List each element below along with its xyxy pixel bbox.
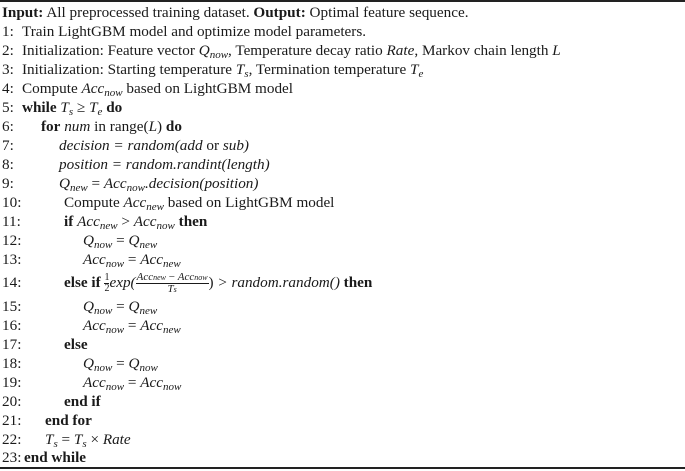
- math-sub: now: [93, 362, 113, 374]
- keyword: else: [64, 336, 88, 353]
- math-func: exp(: [109, 274, 136, 291]
- math-var: T: [235, 61, 245, 78]
- math-var: Acc: [83, 317, 106, 334]
- math-sub: s: [244, 68, 249, 80]
- math-sub: s: [68, 106, 74, 118]
- line-number: 18:: [2, 355, 22, 372]
- math-sub: new: [99, 220, 118, 232]
- math-op: =: [112, 298, 129, 315]
- math-var: Acc: [123, 194, 147, 211]
- math-sub: new: [139, 239, 158, 251]
- math-sub: now: [139, 362, 158, 374]
- math-var: Acc: [177, 271, 195, 284]
- keyword: end if: [64, 393, 101, 410]
- math-sub: now: [93, 305, 113, 317]
- algo-line-14: [2, 269, 372, 297]
- math-var: Q: [83, 355, 94, 372]
- line-number: 20:: [2, 393, 22, 410]
- math-op: =: [112, 232, 129, 249]
- math-sub: now: [93, 239, 113, 251]
- line-number: 9:: [2, 175, 14, 192]
- text: , Markov chain length: [414, 42, 553, 59]
- math-sub: now: [194, 273, 208, 283]
- algo-line-7: [2, 136, 249, 155]
- text: based on LightGBM model: [163, 194, 335, 211]
- math-var: L: [552, 42, 561, 59]
- math-op: =: [124, 374, 141, 391]
- text: ): [157, 118, 163, 135]
- math-var: Acc: [140, 251, 164, 268]
- math-op: ×: [86, 431, 103, 448]
- math-var: Acc: [103, 175, 127, 192]
- keyword: do: [106, 99, 123, 116]
- keyword: then: [178, 213, 208, 230]
- math-var: Q: [128, 232, 140, 249]
- bottom-rule: [0, 467, 685, 469]
- math-op: =: [112, 355, 129, 372]
- math-var: Q: [83, 232, 94, 249]
- math-var: num: [64, 118, 91, 135]
- math-sub: new: [163, 258, 181, 270]
- denominator: [136, 284, 209, 295]
- text: Initialization:: [22, 42, 108, 59]
- math-expr: position = random.randint(length): [59, 156, 270, 173]
- math-op: >: [117, 213, 134, 230]
- math-op: =: [87, 175, 104, 192]
- math-var: Q: [128, 298, 140, 315]
- math-expr: decision = random(add: [59, 137, 207, 154]
- text: Compute: [22, 80, 82, 97]
- keyword: end for: [45, 412, 92, 429]
- line-number: 23:: [2, 449, 22, 466]
- algo-line-21: [2, 411, 92, 430]
- math-sub: new: [69, 182, 88, 194]
- keyword: do: [165, 118, 182, 135]
- text: Initialization:: [22, 61, 108, 78]
- output-label: Output:: [253, 4, 306, 21]
- keyword: then: [343, 274, 373, 291]
- math-var: L: [148, 118, 158, 135]
- math-var: T: [45, 431, 54, 448]
- math-sub: now: [105, 324, 125, 336]
- math-var: T: [60, 99, 69, 116]
- input-label: Input:: [2, 4, 44, 21]
- keyword: if: [64, 213, 74, 230]
- math-sub: new: [153, 273, 166, 283]
- algo-line-6: [2, 117, 182, 136]
- text: based on LightGBM model: [122, 80, 294, 97]
- math-op: =: [124, 317, 141, 334]
- line-number: 22:: [2, 431, 22, 448]
- text: Feature vector: [107, 42, 199, 59]
- math-var: Q: [59, 175, 70, 192]
- input-text: All preprocessed training dataset.: [46, 4, 250, 21]
- algo-line-17: [2, 335, 88, 354]
- text: Starting temperature: [107, 61, 236, 78]
- line-number: 5:: [2, 99, 14, 116]
- line-number: 8:: [2, 156, 14, 173]
- line-number: 15:: [2, 298, 22, 315]
- text: , Termination temperature: [248, 61, 411, 78]
- text: in range(: [90, 118, 149, 135]
- algo-line-8: [2, 155, 270, 174]
- denominator: 2: [104, 283, 110, 295]
- line-text: Train LightGBM model and optimize model parameters.: [22, 23, 367, 40]
- line-number: 11:: [2, 213, 21, 230]
- math-expr: > random.random(): [213, 274, 344, 291]
- line-number: 6:: [2, 118, 14, 135]
- line-number: 7:: [2, 137, 14, 154]
- math-var: Acc: [83, 251, 106, 268]
- line-number: 3:: [2, 61, 14, 78]
- line-number: 17:: [2, 336, 22, 353]
- math-sub: new: [146, 201, 164, 213]
- line-number: 4:: [2, 80, 14, 97]
- top-rule: [0, 0, 685, 2]
- math-var: Acc: [83, 374, 106, 391]
- math-var: Acc: [140, 374, 164, 391]
- math-var: T: [410, 61, 419, 78]
- keyword: end while: [24, 449, 87, 466]
- math-var: T: [89, 99, 98, 116]
- line-number: 14:: [2, 274, 22, 291]
- line-number: 12:: [2, 232, 22, 249]
- line-number: 13:: [2, 251, 22, 268]
- algo-line-23: [2, 449, 86, 466]
- math-var: Acc: [77, 213, 100, 230]
- text: or: [206, 137, 220, 154]
- math-var: Acc: [140, 317, 164, 334]
- math-expr: sub): [219, 137, 249, 154]
- math-sub: e: [418, 68, 424, 80]
- math-sub: new: [163, 324, 181, 336]
- keyword: while: [22, 99, 57, 116]
- math-sub: s: [53, 438, 58, 450]
- math-sub: now: [105, 381, 125, 393]
- math-op: =: [124, 251, 141, 268]
- text: Compute: [64, 194, 124, 211]
- math-var: Acc: [81, 80, 105, 97]
- math-var: Acc: [133, 213, 157, 230]
- math-op: ≥: [73, 99, 90, 116]
- math-var: Q: [128, 355, 140, 372]
- math-sub: now: [156, 220, 175, 232]
- math-sub: new: [139, 305, 158, 317]
- algo-line-20: [2, 392, 101, 411]
- line-number: 1:: [2, 23, 14, 40]
- output-text: Optimal feature sequence.: [309, 4, 469, 21]
- keyword: else if: [64, 274, 101, 291]
- math-sub: now: [105, 258, 125, 270]
- math-sub: now: [104, 87, 123, 99]
- numerator: 1: [104, 272, 110, 284]
- math-sub: e: [97, 106, 103, 118]
- math-sub: now: [126, 182, 145, 194]
- math-var: Q: [198, 42, 210, 59]
- math-var: Rate: [102, 431, 131, 448]
- keyword: for: [41, 118, 61, 135]
- line-number: 16:: [2, 317, 22, 334]
- algorithm-header: [2, 3, 469, 22]
- line-number: 2:: [2, 42, 14, 59]
- text: , Temperature decay ratio: [228, 42, 387, 59]
- math-expr: .decision(position): [144, 175, 259, 192]
- math-var: Acc: [136, 271, 154, 284]
- math-op: −: [166, 271, 178, 284]
- math-var: Q: [83, 298, 94, 315]
- math-var: T: [73, 431, 83, 448]
- fraction: [136, 272, 209, 295]
- math-sub: now: [209, 49, 229, 61]
- math-sub: s: [82, 438, 87, 450]
- text: ): [208, 274, 214, 291]
- algo-line-1: [2, 22, 366, 41]
- math-sub: s: [173, 285, 177, 295]
- line-number: 21:: [2, 412, 22, 429]
- line-number: 10:: [2, 194, 22, 211]
- math-var: T: [167, 283, 174, 296]
- math-op: =: [57, 431, 74, 448]
- line-number: 19:: [2, 374, 22, 391]
- math-sub: now: [163, 381, 182, 393]
- math-var: Rate: [386, 42, 415, 59]
